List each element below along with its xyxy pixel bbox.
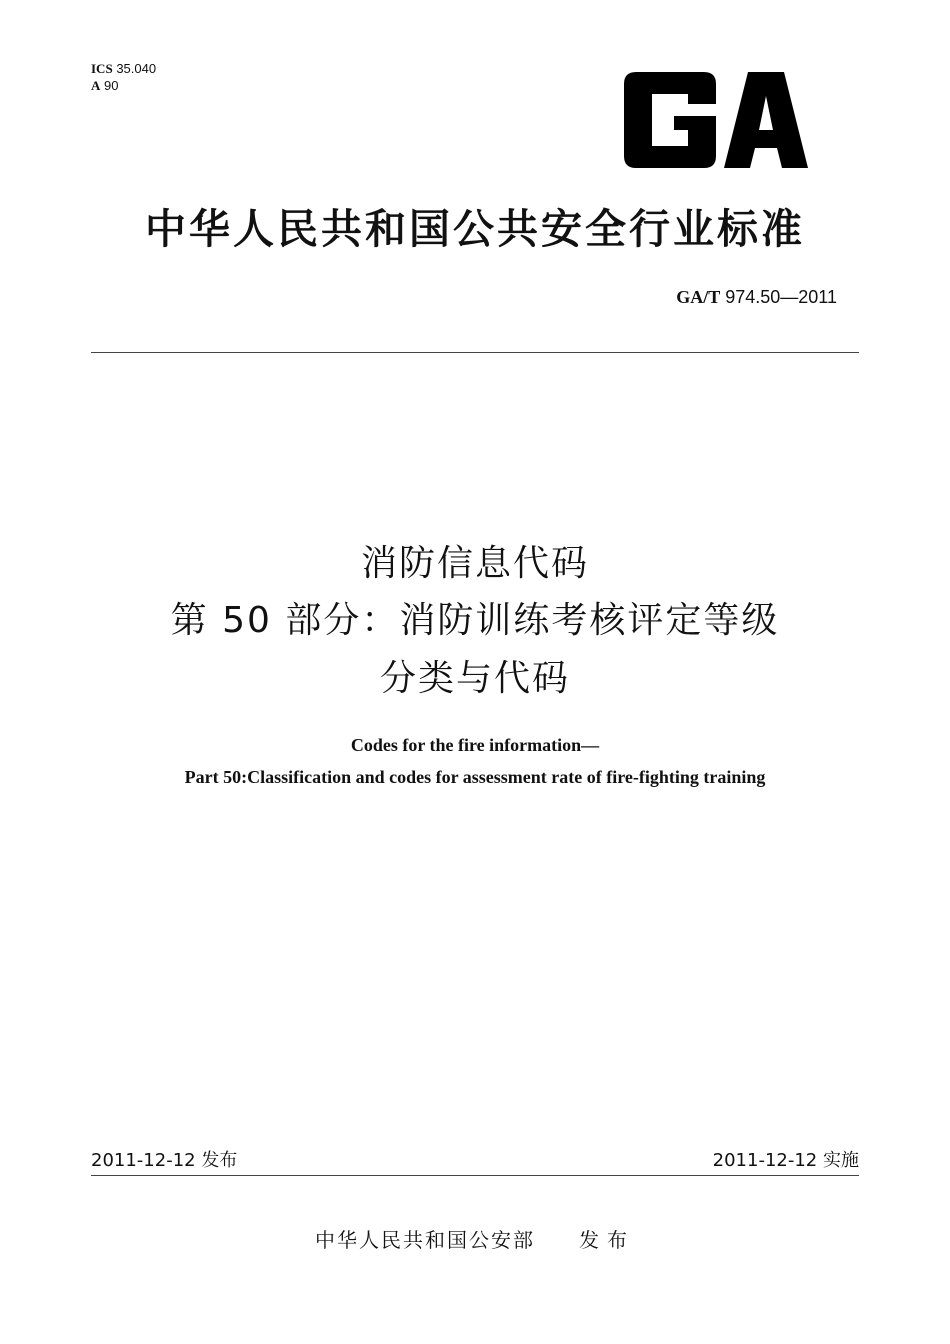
standard-category-title: 中华人民共和国公共安全行业标准	[145, 205, 805, 253]
ga-logo	[622, 72, 808, 168]
standard-number-value: 974.50—2011	[725, 287, 837, 307]
issuer-line	[0, 1224, 950, 1253]
ics-number: 35.040	[116, 61, 157, 76]
classification-codes	[91, 60, 156, 94]
standard-number-prefix: GA/T	[676, 287, 721, 307]
footer-divider	[91, 1175, 859, 1176]
ccs-label: A	[91, 78, 101, 93]
ga-logo-letter-g	[624, 72, 716, 168]
title-en-line-2: Part 50:Classification and codes for assessment rate of fire-fighting training	[184, 767, 766, 787]
title-cn-line-2: 第 50 部分：消防训练考核评定等级	[170, 600, 780, 641]
header-divider	[91, 352, 859, 353]
ccs-number: 90	[104, 78, 119, 93]
standard-number	[676, 287, 837, 308]
issue-label: 发布	[579, 1228, 635, 1252]
effective-date: 2011-12-12 实施	[712, 1150, 859, 1171]
ics-label: ICS	[91, 61, 113, 76]
title-en-line-1: Codes for the fire information—	[350, 735, 600, 755]
ccs-code	[91, 77, 156, 94]
title-cn-line-1: 消防信息代码	[360, 543, 589, 584]
publish-date: 2011-12-12 发布	[91, 1150, 238, 1171]
ga-logo-letter-a	[724, 72, 808, 168]
ics-code	[91, 60, 156, 77]
issuing-authority: 中华人民共和国公安部	[315, 1228, 535, 1252]
title-cn-line-3: 分类与代码	[379, 658, 570, 699]
